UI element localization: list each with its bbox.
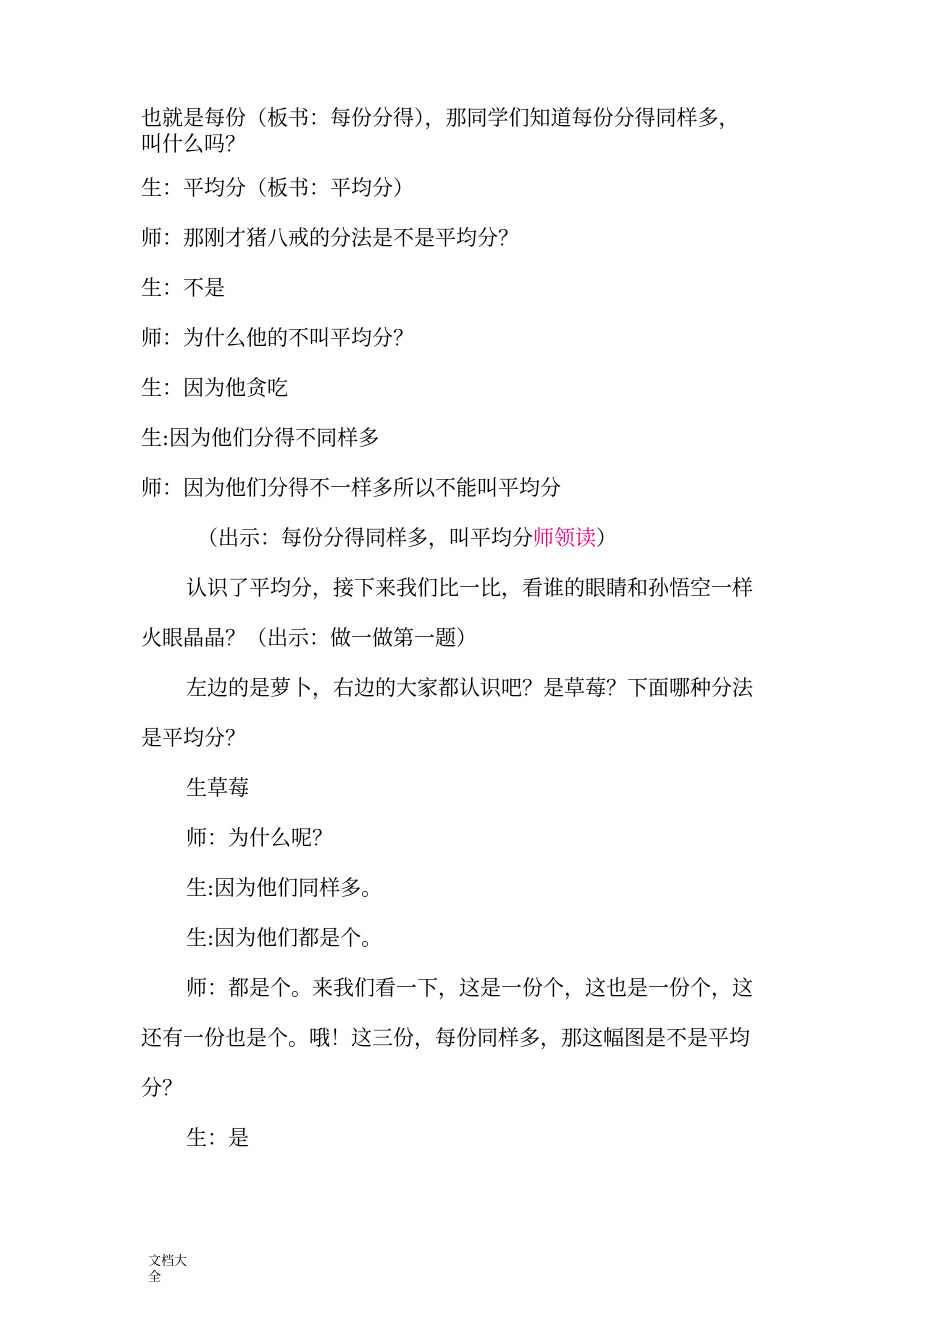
dialogue-line: 生：平均分（板书：平均分） (141, 176, 414, 200)
paragraph-line: 认识了平均分，接下来我们比一比，看谁的眼睛和孙悟空一样 (186, 576, 753, 600)
dialogue-line: 生：是 (186, 1126, 249, 1150)
highlight-text: 师领读 (533, 526, 596, 550)
footer-line: 文档大 (148, 1254, 188, 1269)
dialogue-line: 生草莓 (186, 776, 249, 800)
display-note-text: （出示：每份分得同样多，叫平均分 (197, 526, 533, 550)
dialogue-line: 师：那刚才猪八戒的分法是不是平均分？ (141, 226, 519, 250)
display-note-line (197, 524, 617, 552)
dialogue-line: 生:因为他们分得不同样多 (141, 426, 380, 450)
dialogue-line: 生:因为他们都是个。 (186, 926, 383, 950)
dialogue-line: 生:因为他们同样多。 (186, 876, 383, 900)
paragraph-line: 也就是每份（板书：每份分得），那同学们知道每份分得同样多， (141, 106, 740, 130)
paragraph-line: 分？ (141, 1076, 183, 1100)
dialogue-line: 师：为什么呢？ (186, 826, 333, 850)
footer-line: 全 (148, 1270, 162, 1285)
dialogue-line: 师：为什么他的不叫平均分？ (141, 326, 414, 350)
paragraph-line: 师：都是个。来我们看一下，这是一份个，这也是一份个，这 (186, 976, 753, 1000)
display-note-close: ） (596, 526, 617, 550)
page-footer (148, 1254, 208, 1286)
paragraph-line: 是平均分？ (141, 726, 246, 750)
paragraph-line: 火眼晶晶？（出示：做一做第一题） (141, 626, 477, 650)
dialogue-line: 生：不是 (141, 276, 225, 300)
dialogue-line: 师：因为他们分得不一样多所以不能叫平均分 (141, 476, 561, 500)
paragraph-line: 叫什么吗？ (141, 132, 246, 156)
dialogue-line: 生：因为他贪吃 (141, 376, 288, 400)
paragraph-line: 左边的是萝卜，右边的大家都认识吧？是草莓？下面哪种分法 (186, 676, 753, 700)
paragraph-line: 还有一份也是个。哦！这三份，每份同样多，那这幅图是不是平均 (141, 1026, 750, 1050)
